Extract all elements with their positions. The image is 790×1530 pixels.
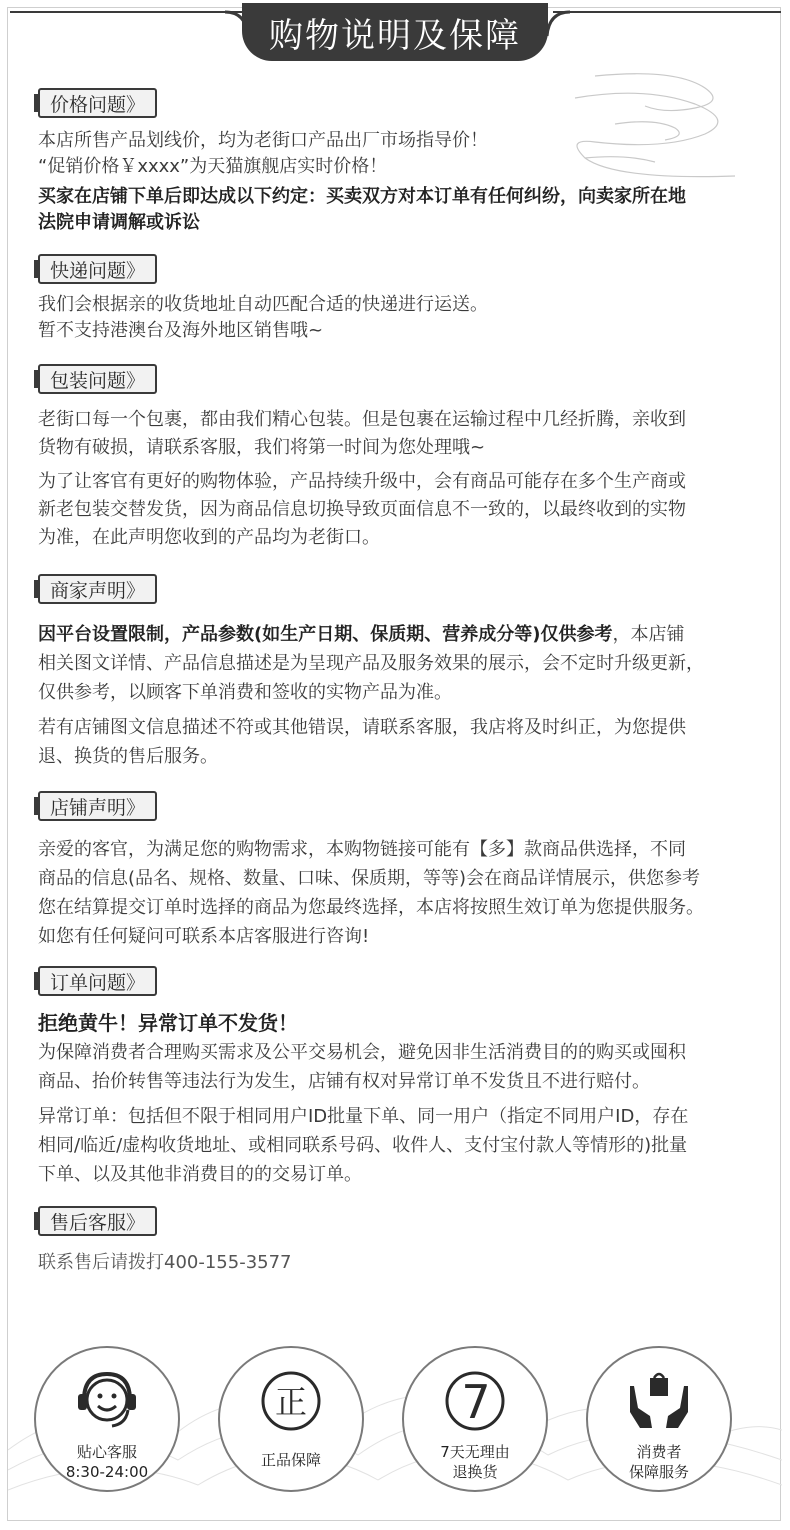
section-merchant-statement xyxy=(38,574,768,771)
guarantee-consumer-protection xyxy=(586,1346,732,1492)
guarantee-label xyxy=(66,1442,148,1482)
guarantee-line1: 贴心客服 xyxy=(76,1443,137,1461)
paragraph: 退、换货的售后服务。 xyxy=(38,746,218,767)
guarantee-label xyxy=(261,1450,321,1470)
paragraph: 为准，在此声明您收到的产品均为老街口。 xyxy=(38,527,380,548)
paragraph: 若有店铺图文信息描述不符或其他错误，请联系客服，我店将及时纠正，为您提供 xyxy=(38,717,686,738)
section-price xyxy=(38,88,768,236)
section-badge: 快递问题》 xyxy=(38,254,157,284)
section-badge: 商家声明》 xyxy=(38,574,157,604)
bold-lead: 因平台设置限制，产品参数(如生产日期、保质期、营养成分等)仅供参考 xyxy=(38,624,613,645)
section-badge: 店铺声明》 xyxy=(38,791,157,821)
after-sales-phone: 联系售后请拨打400-155-3577 xyxy=(38,1252,292,1273)
paragraph: “促销价格￥xxxx”为天猫旗舰店实时价格！ xyxy=(38,156,388,177)
guarantee-customer-service xyxy=(34,1346,180,1492)
paragraph: 为了让客官有更好的购物体验，产品持续升级中，会有商品可能存在多个生产商或 xyxy=(38,471,686,492)
section-badge: 价格问题》 xyxy=(38,88,157,118)
paragraph: 商品的信息(品名、规格、数量、口味、保质期，等等)会在商品详情展示，供您参考 xyxy=(38,868,701,889)
section-badge: 包装问题》 xyxy=(38,364,157,394)
seven-days-icon xyxy=(440,1366,510,1436)
page-title: 购物说明及保障 xyxy=(242,3,548,61)
paragraph: 老街口每一个包裹，都由我们精心包装。但是包裹在运输过程中几经折腾，亲收到 xyxy=(38,409,686,430)
paragraph: 如您有任何疑问可联系本店客服进行咨询! xyxy=(38,926,370,947)
paragraph: 本店所售产品划线价，均为老街口产品出厂市场指导价！ xyxy=(38,130,488,151)
section-packaging xyxy=(38,364,768,552)
headset-smile-icon xyxy=(72,1366,142,1436)
paragraph: 您在结算提交订单时选择的商品为您最终选择，本店将按照生效订单为您提供服务。 xyxy=(38,897,704,918)
paragraph: 法院申请调解或诉讼 xyxy=(38,212,200,233)
guarantee-line2: 保障服务 xyxy=(628,1463,689,1481)
paragraph: 仅供参考，以顾客下单消费和签收的实物产品为准。 xyxy=(38,682,452,703)
guarantee-label xyxy=(629,1442,689,1482)
guarantee-line1: 正品保障 xyxy=(260,1451,321,1469)
page-header xyxy=(0,0,790,66)
guarantee-line2: 退换货 xyxy=(452,1463,498,1481)
section-after-sales xyxy=(38,1206,768,1276)
paragraph: 商品、抬价转售等违法行为发生，店铺有权对异常订单不发货且不进行赔付。 xyxy=(38,1071,650,1092)
hands-bag-icon xyxy=(624,1366,694,1436)
guarantee-line1: 7天无理由 xyxy=(440,1443,510,1461)
right-wing-ornament xyxy=(545,6,785,46)
paragraph-heading: 拒绝黄牛！异常订单不发货！ xyxy=(38,1011,298,1035)
paragraph: 新老包装交替发货，因为商品信息切换导致页面信息不一致的，以最终收到的实物 xyxy=(38,499,686,520)
paragraph: 暂不支持港澳台及海外地区销售哦~ xyxy=(38,320,324,341)
paragraph: 为保障消费者合理购买需求及公平交易机会，避免因非生活消费目的的购买或囤积 xyxy=(38,1042,686,1063)
left-wing-ornament xyxy=(10,6,250,46)
paragraph: 货物有破损，请联系客服，我们将第一时间为您处理哦~ xyxy=(38,437,486,458)
paragraph-tail: ，本店铺 xyxy=(612,624,685,645)
paragraph: 下单、以及其他非消费目的的交易订单。 xyxy=(38,1164,362,1185)
svg-text:7: 7 xyxy=(461,1375,491,1429)
guarantee-authentic xyxy=(218,1346,364,1492)
svg-text:正: 正 xyxy=(274,1383,308,1421)
paragraph: 相关图文详情、产品信息描述是为呈现产品及服务效果的展示，会不定时升级更新， xyxy=(38,653,704,674)
paragraph: 亲爱的客官，为满足您的购物需求，本购物链接可能有【多】款商品供选择，不同 xyxy=(38,839,686,860)
zheng-seal-icon xyxy=(256,1366,326,1436)
paragraph: 我们会根据亲的收货地址自动匹配合适的快递进行运送。 xyxy=(38,294,488,315)
section-store-statement xyxy=(38,791,768,951)
section-badge: 售后客服》 xyxy=(38,1206,157,1236)
section-badge: 订单问题》 xyxy=(38,966,157,996)
section-shipping xyxy=(38,254,768,344)
guarantee-label xyxy=(440,1442,510,1482)
guarantee-line1: 消费者 xyxy=(636,1443,682,1461)
guarantee-line2: 8:30-24:00 xyxy=(65,1463,149,1481)
paragraph: 异常订单：包括但不限于相同用户ID批量下单、同一用户（指定不同用户ID，存在 xyxy=(38,1106,689,1127)
paragraph xyxy=(38,620,768,649)
paragraph: 买家在店铺下单后即达成以下约定：买卖双方对本订单有任何纠纷，向卖家所在地 xyxy=(38,186,686,207)
guarantee-seven-day-return xyxy=(402,1346,548,1492)
paragraph: 相同/临近/虚构收货地址、或相同联系号码、收件人、支付宝付款人等情形的)批量 xyxy=(38,1135,688,1156)
section-order xyxy=(38,966,768,1189)
